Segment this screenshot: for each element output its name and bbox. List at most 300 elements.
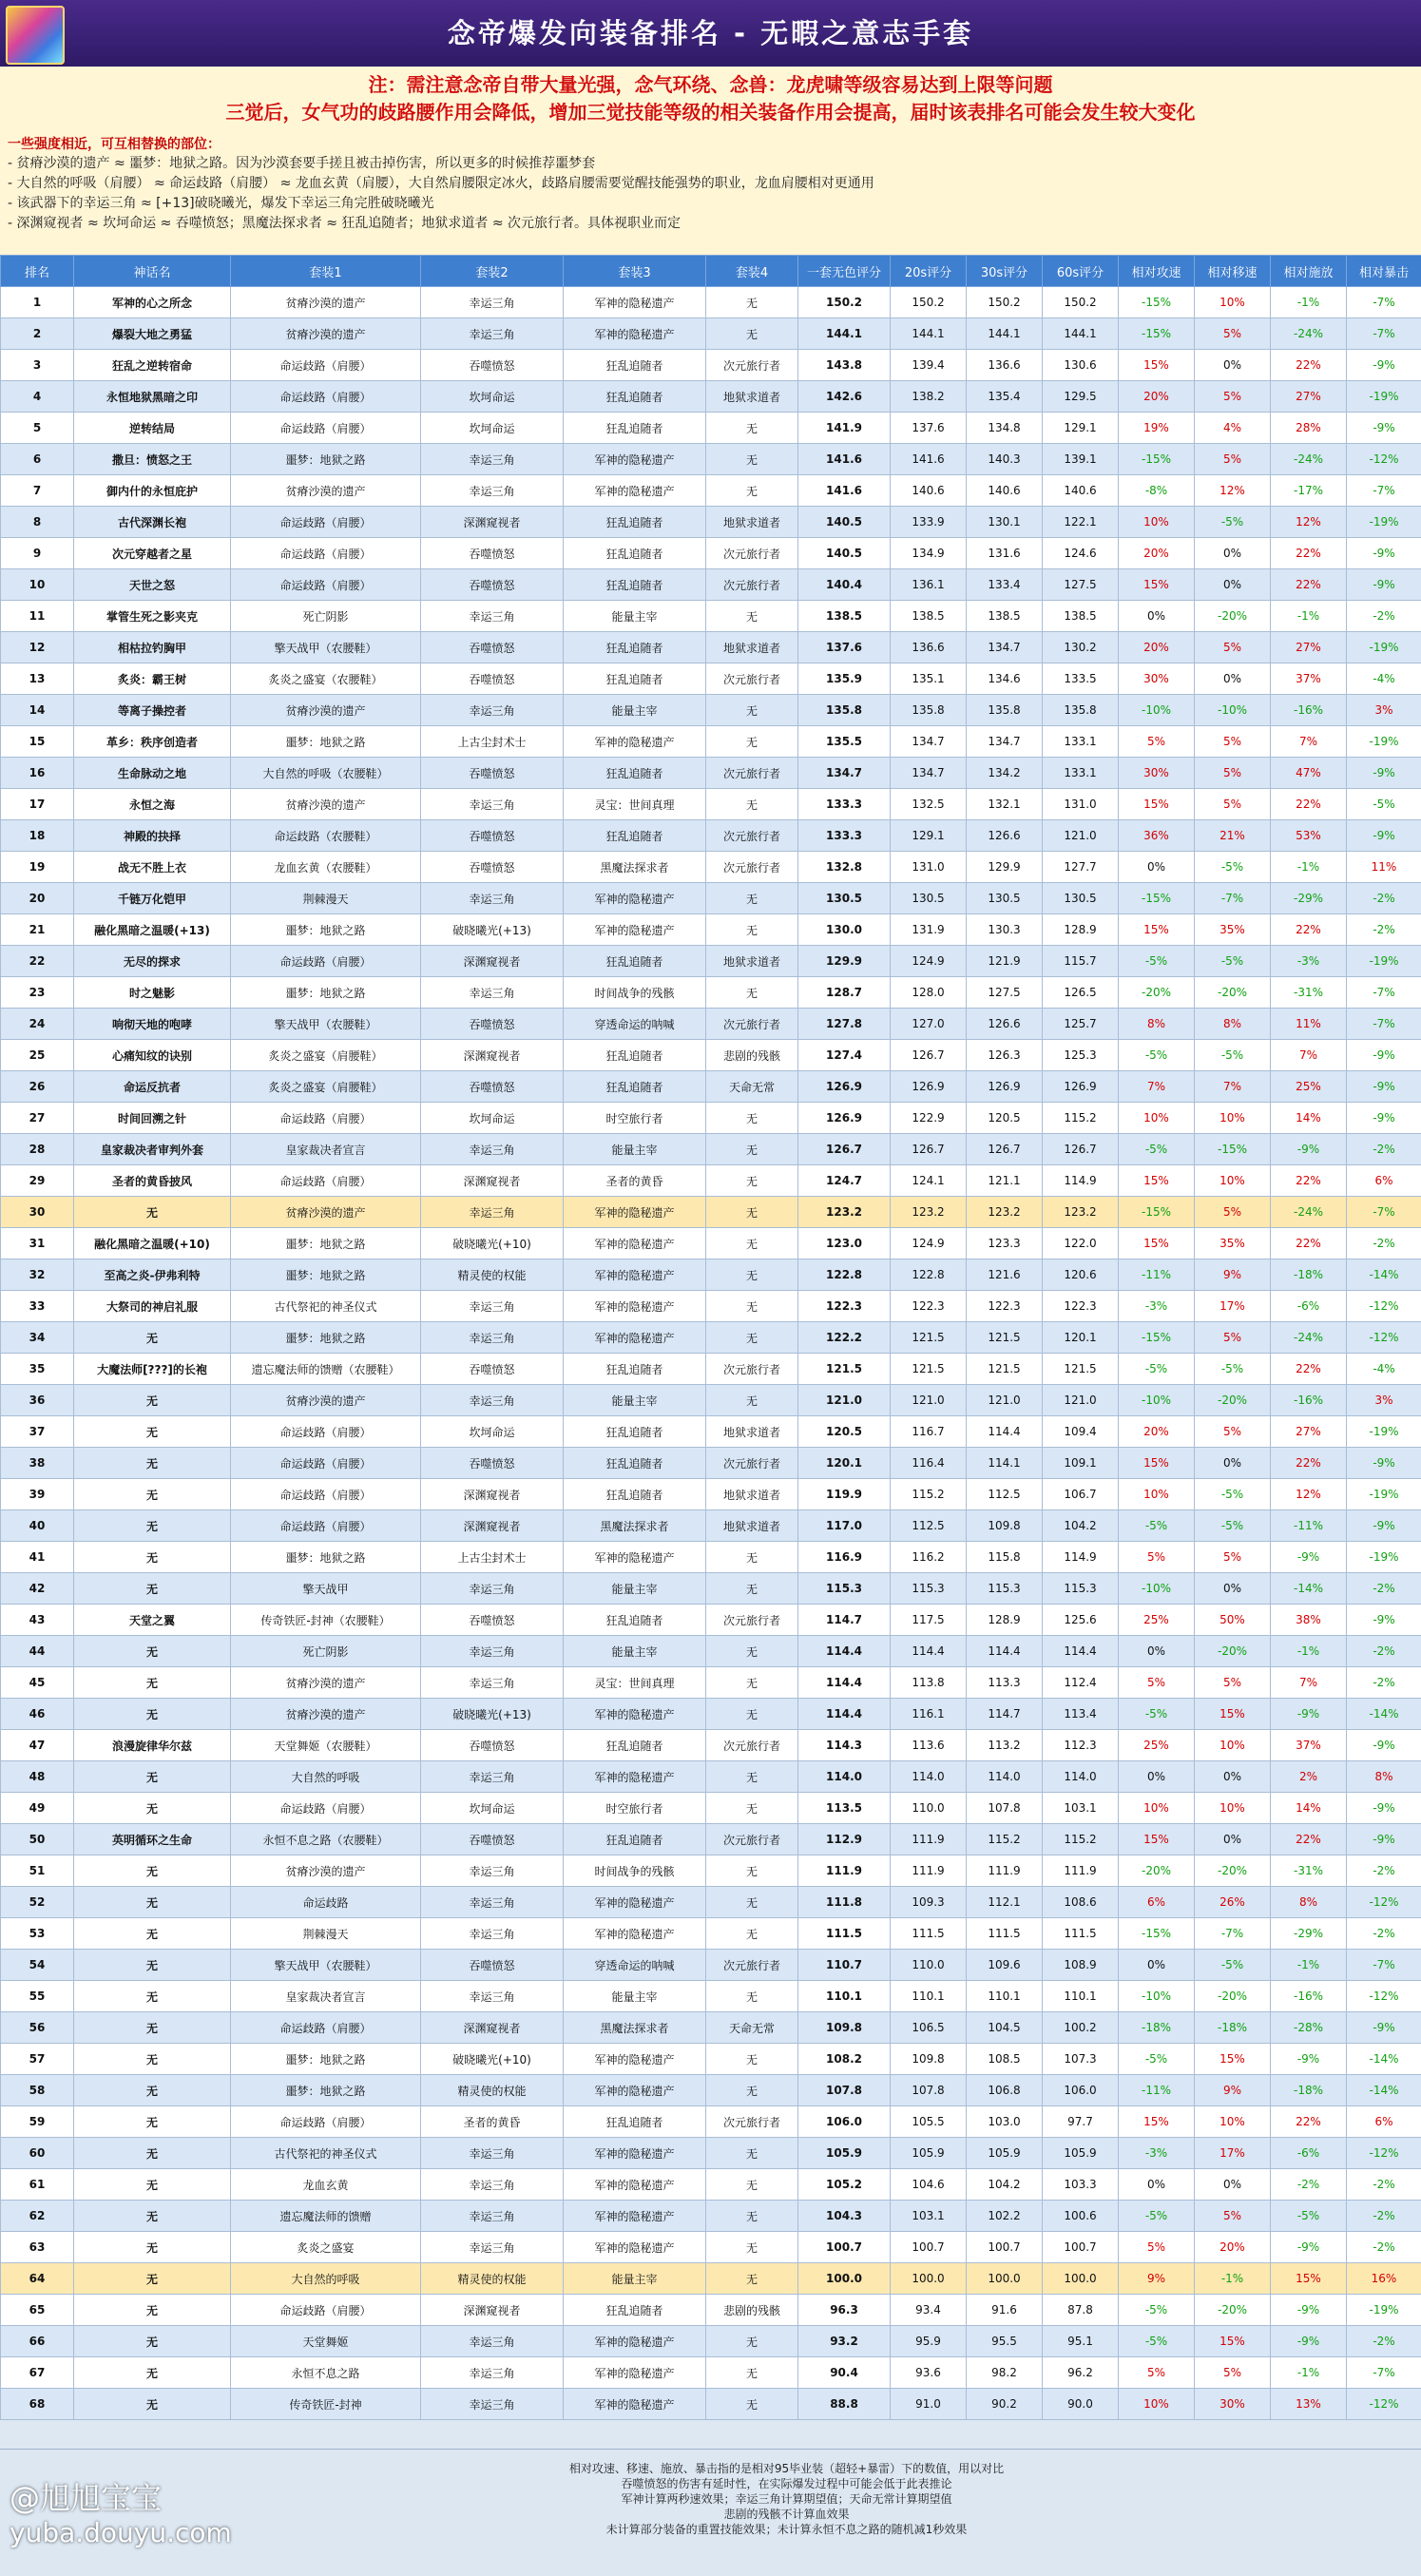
table-cell: 137.6 bbox=[891, 413, 967, 444]
table-cell: 无 bbox=[706, 1291, 798, 1322]
table-cell: -2% bbox=[1347, 2201, 1421, 2232]
table-cell: 124.7 bbox=[798, 1165, 891, 1197]
table-cell: 5% bbox=[1195, 318, 1271, 350]
column-header: 神话名 bbox=[74, 256, 231, 287]
table-row bbox=[1, 1950, 1421, 1981]
table-cell: 大自然的呼吸 bbox=[231, 1761, 421, 1793]
table-cell: 命运歧路（肩腰） bbox=[231, 946, 421, 977]
table-cell: 28 bbox=[1, 1134, 74, 1165]
table-cell: 狂乱追随者 bbox=[564, 569, 706, 601]
table-cell: 10% bbox=[1119, 2389, 1195, 2420]
table-cell: 143.8 bbox=[798, 350, 891, 381]
table-cell: 111.9 bbox=[1043, 1855, 1119, 1887]
table-cell: 无 bbox=[74, 1981, 231, 2012]
table-cell: 吞噬愤怒 bbox=[421, 1950, 564, 1981]
table-cell: -5% bbox=[1119, 2044, 1195, 2075]
table-cell: -14% bbox=[1347, 2075, 1421, 2106]
table-cell: 0% bbox=[1195, 538, 1271, 569]
table-cell: 精灵使的权能 bbox=[421, 1259, 564, 1291]
table-cell: 狂乱追随者 bbox=[564, 413, 706, 444]
table-cell: 90.2 bbox=[967, 2389, 1043, 2420]
table-row bbox=[1, 2357, 1421, 2389]
table-cell: 138.2 bbox=[891, 381, 967, 413]
table-cell: 105.9 bbox=[967, 2138, 1043, 2169]
table-cell: 军神的隐秘遗产 bbox=[564, 1699, 706, 1730]
table-cell: 贫瘠沙漠的遗产 bbox=[231, 1855, 421, 1887]
table-cell: 无 bbox=[706, 601, 798, 632]
table-cell: -20% bbox=[1195, 977, 1271, 1009]
table-cell: -15% bbox=[1119, 1322, 1195, 1354]
table-cell: 144.1 bbox=[798, 318, 891, 350]
table-cell: 军神的隐秘遗产 bbox=[564, 2169, 706, 2201]
alternatives-heading: 一些强度相近，可互相替换的部位： bbox=[8, 135, 1421, 154]
table-cell: -9% bbox=[1347, 820, 1421, 852]
table-cell: 19% bbox=[1119, 413, 1195, 444]
table-cell: 军神的隐秘遗产 bbox=[564, 1197, 706, 1228]
table-row bbox=[1, 444, 1421, 475]
table-cell: -10% bbox=[1119, 1573, 1195, 1605]
table-cell: 幸运三角 bbox=[421, 287, 564, 318]
table-cell: 115.3 bbox=[967, 1573, 1043, 1605]
table-cell: 浪漫旋律华尔兹 bbox=[74, 1730, 231, 1761]
table-cell: 95.5 bbox=[967, 2326, 1043, 2357]
table-cell: 40 bbox=[1, 1510, 74, 1542]
table-cell: 永恒不息之路 bbox=[231, 2357, 421, 2389]
table-cell: 0% bbox=[1119, 601, 1195, 632]
table-row bbox=[1, 475, 1421, 507]
table-cell: 131.6 bbox=[967, 538, 1043, 569]
table-cell: 次元旅行者 bbox=[706, 1354, 798, 1385]
table-cell: 109.4 bbox=[1043, 1416, 1119, 1448]
table-cell: 无 bbox=[706, 1761, 798, 1793]
table-cell: -5% bbox=[1119, 1134, 1195, 1165]
table-cell: 穿透命运的呐喊 bbox=[564, 1009, 706, 1040]
table-cell: 响彻天地的咆哮 bbox=[74, 1009, 231, 1040]
table-cell: -5% bbox=[1347, 789, 1421, 820]
table-row bbox=[1, 2389, 1421, 2420]
table-cell: 32 bbox=[1, 1259, 74, 1291]
table-cell: 0% bbox=[1195, 1573, 1271, 1605]
table-cell: 116.1 bbox=[891, 1699, 967, 1730]
table-cell: 121.5 bbox=[798, 1354, 891, 1385]
table-cell: 107.8 bbox=[967, 1793, 1043, 1824]
table-cell: 天堂舞姬（农腰鞋） bbox=[231, 1730, 421, 1761]
table-cell: 狂乱之逆转宿命 bbox=[74, 350, 231, 381]
table-cell: 111.9 bbox=[798, 1855, 891, 1887]
table-cell: 无 bbox=[706, 726, 798, 758]
table-cell: 狂乱追随者 bbox=[564, 1040, 706, 1071]
table-cell: 20% bbox=[1195, 2232, 1271, 2263]
table-cell: 军神的隐秘遗产 bbox=[564, 2044, 706, 2075]
table-cell: 133.3 bbox=[798, 820, 891, 852]
table-cell: 31 bbox=[1, 1228, 74, 1259]
table-cell: 吞噬愤怒 bbox=[421, 663, 564, 695]
table-cell: 皇家裁决者宣言 bbox=[231, 1981, 421, 2012]
table-cell: 天堂舞姬 bbox=[231, 2326, 421, 2357]
table-cell: 112.9 bbox=[798, 1824, 891, 1855]
table-cell: 擎天战甲（农腰鞋） bbox=[231, 1950, 421, 1981]
table-cell: 112.5 bbox=[967, 1479, 1043, 1510]
table-cell: 悲剧的残骸 bbox=[706, 2295, 798, 2326]
table-cell: -12% bbox=[1347, 1981, 1421, 2012]
table-row bbox=[1, 663, 1421, 695]
table-cell: 能量主宰 bbox=[564, 601, 706, 632]
table-cell: 133.1 bbox=[1043, 758, 1119, 789]
table-cell: 130.5 bbox=[1043, 883, 1119, 914]
table-cell: 吞噬愤怒 bbox=[421, 820, 564, 852]
table-cell: 122.1 bbox=[1043, 507, 1119, 538]
table-cell: -9% bbox=[1347, 350, 1421, 381]
table-cell: -9% bbox=[1347, 569, 1421, 601]
table-cell: -5% bbox=[1119, 1354, 1195, 1385]
table-cell: 无 bbox=[706, 914, 798, 946]
table-cell: 112.5 bbox=[891, 1510, 967, 1542]
table-cell: 命运歧路（肩腰） bbox=[231, 2106, 421, 2138]
table-cell: -10% bbox=[1119, 1981, 1195, 2012]
table-cell: 幸运三角 bbox=[421, 1573, 564, 1605]
table-cell: 134.7 bbox=[967, 632, 1043, 663]
table-cell: -5% bbox=[1195, 1950, 1271, 1981]
table-cell: 130.3 bbox=[967, 914, 1043, 946]
table-cell: 21% bbox=[1195, 820, 1271, 852]
table-cell: 109.8 bbox=[798, 2012, 891, 2044]
table-row bbox=[1, 287, 1421, 318]
table-cell: 军神的隐秘遗产 bbox=[564, 1887, 706, 1918]
table-cell: 坎坷命运 bbox=[421, 1103, 564, 1134]
table-row bbox=[1, 1228, 1421, 1259]
table-cell: -10% bbox=[1119, 695, 1195, 726]
table-cell: 无 bbox=[74, 2389, 231, 2420]
table-row bbox=[1, 1542, 1421, 1573]
table-cell: 狂乱追随者 bbox=[564, 820, 706, 852]
table-cell: 47% bbox=[1271, 758, 1347, 789]
table-cell: 56 bbox=[1, 2012, 74, 2044]
notice-line: 注：需注意念帝自带大量光强，念气环绕、念兽：龙虎啸等级容易达到上限等问题 bbox=[0, 71, 1421, 99]
table-cell: 35% bbox=[1195, 914, 1271, 946]
table-cell: 113.3 bbox=[967, 1667, 1043, 1699]
table-cell: 126.9 bbox=[967, 1071, 1043, 1103]
table-cell: 126.9 bbox=[798, 1103, 891, 1134]
table-cell: 129.9 bbox=[798, 946, 891, 977]
table-cell: 125.3 bbox=[1043, 1040, 1119, 1071]
table-row bbox=[1, 1793, 1421, 1824]
table-cell: 0% bbox=[1195, 1824, 1271, 1855]
table-cell: -9% bbox=[1347, 1103, 1421, 1134]
table-cell: 113.6 bbox=[891, 1730, 967, 1761]
table-cell: 129.5 bbox=[1043, 381, 1119, 413]
table-cell: 20% bbox=[1119, 381, 1195, 413]
table-cell: -18% bbox=[1271, 1259, 1347, 1291]
table-cell: -7% bbox=[1195, 1918, 1271, 1950]
table-cell: 噩梦：地狱之路 bbox=[231, 2044, 421, 2075]
column-header: 30s评分 bbox=[967, 256, 1043, 287]
table-cell: 幸运三角 bbox=[421, 1918, 564, 1950]
table-cell: 逆转结局 bbox=[74, 413, 231, 444]
table-cell: 噩梦：地狱之路 bbox=[231, 444, 421, 475]
table-cell: 幸运三角 bbox=[421, 977, 564, 1009]
table-cell: 无 bbox=[706, 1918, 798, 1950]
table-cell: 20% bbox=[1119, 1416, 1195, 1448]
table-cell: 吞噬愤怒 bbox=[421, 1071, 564, 1103]
table-cell: 126.7 bbox=[967, 1134, 1043, 1165]
table-cell: 次元旅行者 bbox=[706, 1605, 798, 1636]
table-cell: 吞噬愤怒 bbox=[421, 1448, 564, 1479]
table-cell: 123.0 bbox=[798, 1228, 891, 1259]
table-cell: 龙血玄黄（农腰鞋） bbox=[231, 852, 421, 883]
table-cell: 炙炎之盛宴（肩腰鞋） bbox=[231, 1040, 421, 1071]
table-cell: 狂乱追随者 bbox=[564, 1824, 706, 1855]
table-cell: 138.5 bbox=[1043, 601, 1119, 632]
table-row bbox=[1, 1510, 1421, 1542]
table-cell: 无 bbox=[706, 475, 798, 507]
table-cell: 能量主宰 bbox=[564, 2263, 706, 2295]
table-cell: 黑魔法探求者 bbox=[564, 1510, 706, 1542]
table-cell: 无 bbox=[74, 2295, 231, 2326]
table-cell: 幸运三角 bbox=[421, 1667, 564, 1699]
table-cell: 16 bbox=[1, 758, 74, 789]
table-cell: 30% bbox=[1119, 663, 1195, 695]
table-cell: 25 bbox=[1, 1040, 74, 1071]
table-cell: 110.1 bbox=[967, 1981, 1043, 2012]
table-cell: 狂乱追随者 bbox=[564, 632, 706, 663]
table-cell: 123.2 bbox=[891, 1197, 967, 1228]
table-cell: -1% bbox=[1271, 2357, 1347, 2389]
table-cell: 10% bbox=[1195, 1730, 1271, 1761]
table-cell: 111.5 bbox=[891, 1918, 967, 1950]
table-cell: 15 bbox=[1, 726, 74, 758]
table-cell: -7% bbox=[1347, 977, 1421, 1009]
table-cell: 52 bbox=[1, 1887, 74, 1918]
table-cell: 命运歧路（肩腰） bbox=[231, 350, 421, 381]
table-cell: 115.7 bbox=[1043, 946, 1119, 977]
table-cell: 25% bbox=[1119, 1605, 1195, 1636]
column-header: 20s评分 bbox=[891, 256, 967, 287]
table-cell: 114.0 bbox=[891, 1761, 967, 1793]
table-cell: 35% bbox=[1195, 1228, 1271, 1259]
table-cell: 5% bbox=[1195, 1542, 1271, 1573]
table-cell: 115.3 bbox=[891, 1573, 967, 1605]
column-header: 60s评分 bbox=[1043, 256, 1119, 287]
table-cell: -9% bbox=[1347, 1448, 1421, 1479]
table-cell: 擎天战甲（农腰鞋） bbox=[231, 1009, 421, 1040]
table-cell: 134.7 bbox=[967, 726, 1043, 758]
table-cell: 34 bbox=[1, 1322, 74, 1354]
column-header: 套装3 bbox=[564, 256, 706, 287]
table-cell: 114.0 bbox=[798, 1761, 891, 1793]
table-cell: 111.5 bbox=[967, 1918, 1043, 1950]
table-cell: 次元旅行者 bbox=[706, 350, 798, 381]
table-cell: 22% bbox=[1271, 1448, 1347, 1479]
table-cell: 无 bbox=[706, 1699, 798, 1730]
table-cell: 贫瘠沙漠的遗产 bbox=[231, 1197, 421, 1228]
table-cell: -20% bbox=[1195, 1636, 1271, 1667]
table-cell: 57 bbox=[1, 2044, 74, 2075]
table-cell: -24% bbox=[1271, 444, 1347, 475]
table-cell: 无 bbox=[706, 2232, 798, 2263]
table-cell: -2% bbox=[1347, 1918, 1421, 1950]
table-cell: 121.0 bbox=[1043, 1385, 1119, 1416]
table-cell: 破晓曦光(+10) bbox=[421, 1228, 564, 1259]
table-cell: 108.2 bbox=[798, 2044, 891, 2075]
table-cell: 62 bbox=[1, 2201, 74, 2232]
table-cell: 幸运三角 bbox=[421, 1385, 564, 1416]
table-cell: 5% bbox=[1195, 2201, 1271, 2232]
table-cell: 18 bbox=[1, 820, 74, 852]
table-cell: -5% bbox=[1195, 852, 1271, 883]
table-cell: 120.5 bbox=[798, 1416, 891, 1448]
table-cell: -19% bbox=[1347, 1416, 1421, 1448]
table-row bbox=[1, 726, 1421, 758]
table-cell: -9% bbox=[1347, 538, 1421, 569]
table-cell: 135.5 bbox=[798, 726, 891, 758]
table-cell: 87.8 bbox=[1043, 2295, 1119, 2326]
table-cell: -4% bbox=[1347, 663, 1421, 695]
table-cell: -9% bbox=[1271, 2044, 1347, 2075]
table-cell: -16% bbox=[1271, 695, 1347, 726]
table-cell: 无 bbox=[74, 1542, 231, 1573]
table-cell: 116.2 bbox=[891, 1542, 967, 1573]
table-cell: 111.9 bbox=[967, 1855, 1043, 1887]
table-cell: 无 bbox=[74, 1793, 231, 1824]
table-cell: 128.7 bbox=[798, 977, 891, 1009]
table-cell: 2 bbox=[1, 318, 74, 350]
table-cell: -7% bbox=[1347, 1950, 1421, 1981]
table-row bbox=[1, 2326, 1421, 2357]
notice-line: 三觉后，女气功的歧路腰作用会降低，增加三觉技能等级的相关装备作用会提高，届时该表排名可能会发生较大变化 bbox=[0, 99, 1421, 126]
table-cell: 104.3 bbox=[798, 2201, 891, 2232]
table-cell: 心痛知纹的诀别 bbox=[74, 1040, 231, 1071]
table-cell: 120.5 bbox=[967, 1103, 1043, 1134]
table-cell: 狂乱追随者 bbox=[564, 2106, 706, 2138]
table-cell: 军神的隐秘遗产 bbox=[564, 1291, 706, 1322]
table-cell: 无 bbox=[706, 2201, 798, 2232]
table-cell: -5% bbox=[1195, 1479, 1271, 1510]
table-cell: 命运歧路（肩腰） bbox=[231, 538, 421, 569]
table-cell: 贫瘠沙漠的遗产 bbox=[231, 695, 421, 726]
table-cell: 102.2 bbox=[967, 2201, 1043, 2232]
table-cell: 35 bbox=[1, 1354, 74, 1385]
table-row bbox=[1, 1354, 1421, 1385]
table-cell: 贫瘠沙漠的遗产 bbox=[231, 1385, 421, 1416]
table-cell: 大魔法师[???]的长袍 bbox=[74, 1354, 231, 1385]
table-cell: 传奇铁匠-封神（农腰鞋） bbox=[231, 1605, 421, 1636]
table-row bbox=[1, 1448, 1421, 1479]
table-cell: 地狱求道者 bbox=[706, 632, 798, 663]
table-cell: 无 bbox=[706, 1855, 798, 1887]
table-cell: 25% bbox=[1119, 1730, 1195, 1761]
table-cell: 113.5 bbox=[798, 1793, 891, 1824]
table-cell: -19% bbox=[1347, 507, 1421, 538]
table-cell: 上古尘封术士 bbox=[421, 1542, 564, 1573]
table-cell: 115.3 bbox=[798, 1573, 891, 1605]
table-cell: 119.9 bbox=[798, 1479, 891, 1510]
table-cell: 127.7 bbox=[1043, 852, 1119, 883]
table-cell: 狂乱追随者 bbox=[564, 758, 706, 789]
table-cell: -20% bbox=[1119, 1855, 1195, 1887]
table-cell: 融化黑暗之温暖(+10) bbox=[74, 1228, 231, 1259]
table-cell: 150.2 bbox=[798, 287, 891, 318]
table-cell: 地狱求道者 bbox=[706, 946, 798, 977]
table-cell: 无 bbox=[706, 1981, 798, 2012]
table-cell: 121.6 bbox=[967, 1259, 1043, 1291]
table-cell: 无 bbox=[706, 2263, 798, 2295]
table-cell: 8% bbox=[1271, 1887, 1347, 1918]
table-cell: 111.5 bbox=[1043, 1918, 1119, 1950]
table-cell: 130.0 bbox=[798, 914, 891, 946]
column-header: 套装4 bbox=[706, 256, 798, 287]
table-cell: -19% bbox=[1347, 632, 1421, 663]
table-cell: 15% bbox=[1195, 2326, 1271, 2357]
table-cell: 死亡阴影 bbox=[231, 1636, 421, 1667]
table-cell: 114.4 bbox=[891, 1636, 967, 1667]
table-cell: 112.3 bbox=[1043, 1730, 1119, 1761]
table-row bbox=[1, 1887, 1421, 1918]
table-cell: -2% bbox=[1347, 1228, 1421, 1259]
table-cell: 无 bbox=[74, 2169, 231, 2201]
table-cell: -19% bbox=[1347, 1479, 1421, 1510]
table-cell: 127.4 bbox=[798, 1040, 891, 1071]
table-cell: 48 bbox=[1, 1761, 74, 1793]
table-cell: -6% bbox=[1271, 1291, 1347, 1322]
table-cell: 大祭司的神启礼服 bbox=[74, 1291, 231, 1322]
table-cell: 108.5 bbox=[967, 2044, 1043, 2075]
table-cell: 140.4 bbox=[798, 569, 891, 601]
table-cell: 军神的隐秘遗产 bbox=[564, 2326, 706, 2357]
table-cell: 天堂之翼 bbox=[74, 1605, 231, 1636]
table-cell: 狂乱追随者 bbox=[564, 1730, 706, 1761]
table-cell: -7% bbox=[1347, 1009, 1421, 1040]
table-cell: 121.0 bbox=[1043, 820, 1119, 852]
alternative-item: - 深渊窥视者 ≈ 坎坷命运 ≈ 吞噬愤怒；黑魔法探求者 ≈ 狂乱追随者；地狱求道者 ≈ 次元旅行者。具体视职业而定 bbox=[8, 214, 1421, 234]
table-cell: 20 bbox=[1, 883, 74, 914]
table-cell: 121.0 bbox=[891, 1385, 967, 1416]
table-cell: 命运歧路（肩腰） bbox=[231, 413, 421, 444]
table-row bbox=[1, 1103, 1421, 1134]
table-cell: -5% bbox=[1195, 507, 1271, 538]
table-cell: 战无不胜上衣 bbox=[74, 852, 231, 883]
table-cell: -19% bbox=[1347, 726, 1421, 758]
table-cell: 5% bbox=[1195, 444, 1271, 475]
table-cell: 122.2 bbox=[798, 1322, 891, 1354]
table-cell: 134.7 bbox=[798, 758, 891, 789]
table-row bbox=[1, 2075, 1421, 2106]
table-cell: -15% bbox=[1119, 287, 1195, 318]
table-cell: 133.5 bbox=[1043, 663, 1119, 695]
table-cell: 33 bbox=[1, 1291, 74, 1322]
table-cell: 100.0 bbox=[967, 2263, 1043, 2295]
table-cell: 军神的隐秘遗产 bbox=[564, 2138, 706, 2169]
table-cell: 命运歧路（肩腰） bbox=[231, 1448, 421, 1479]
table-cell: 15% bbox=[1119, 2106, 1195, 2138]
table-cell: -2% bbox=[1347, 2326, 1421, 2357]
table-cell: 139.4 bbox=[891, 350, 967, 381]
table-row bbox=[1, 1165, 1421, 1197]
table-cell: 144.1 bbox=[967, 318, 1043, 350]
table-cell: -1% bbox=[1271, 1950, 1347, 1981]
table-cell: 126.9 bbox=[1043, 1071, 1119, 1103]
table-cell: 140.6 bbox=[967, 475, 1043, 507]
table-cell: 无 bbox=[706, 444, 798, 475]
table-cell: 圣者的黄昏 bbox=[421, 2106, 564, 2138]
table-cell: 军神的隐秘遗产 bbox=[564, 2075, 706, 2106]
table-cell: 65 bbox=[1, 2295, 74, 2326]
table-cell: -12% bbox=[1347, 2389, 1421, 2420]
table-cell: 0% bbox=[1119, 2169, 1195, 2201]
table-row bbox=[1, 601, 1421, 632]
table-cell: 142.6 bbox=[798, 381, 891, 413]
table-cell: 22% bbox=[1271, 538, 1347, 569]
table-cell: 105.9 bbox=[891, 2138, 967, 2169]
